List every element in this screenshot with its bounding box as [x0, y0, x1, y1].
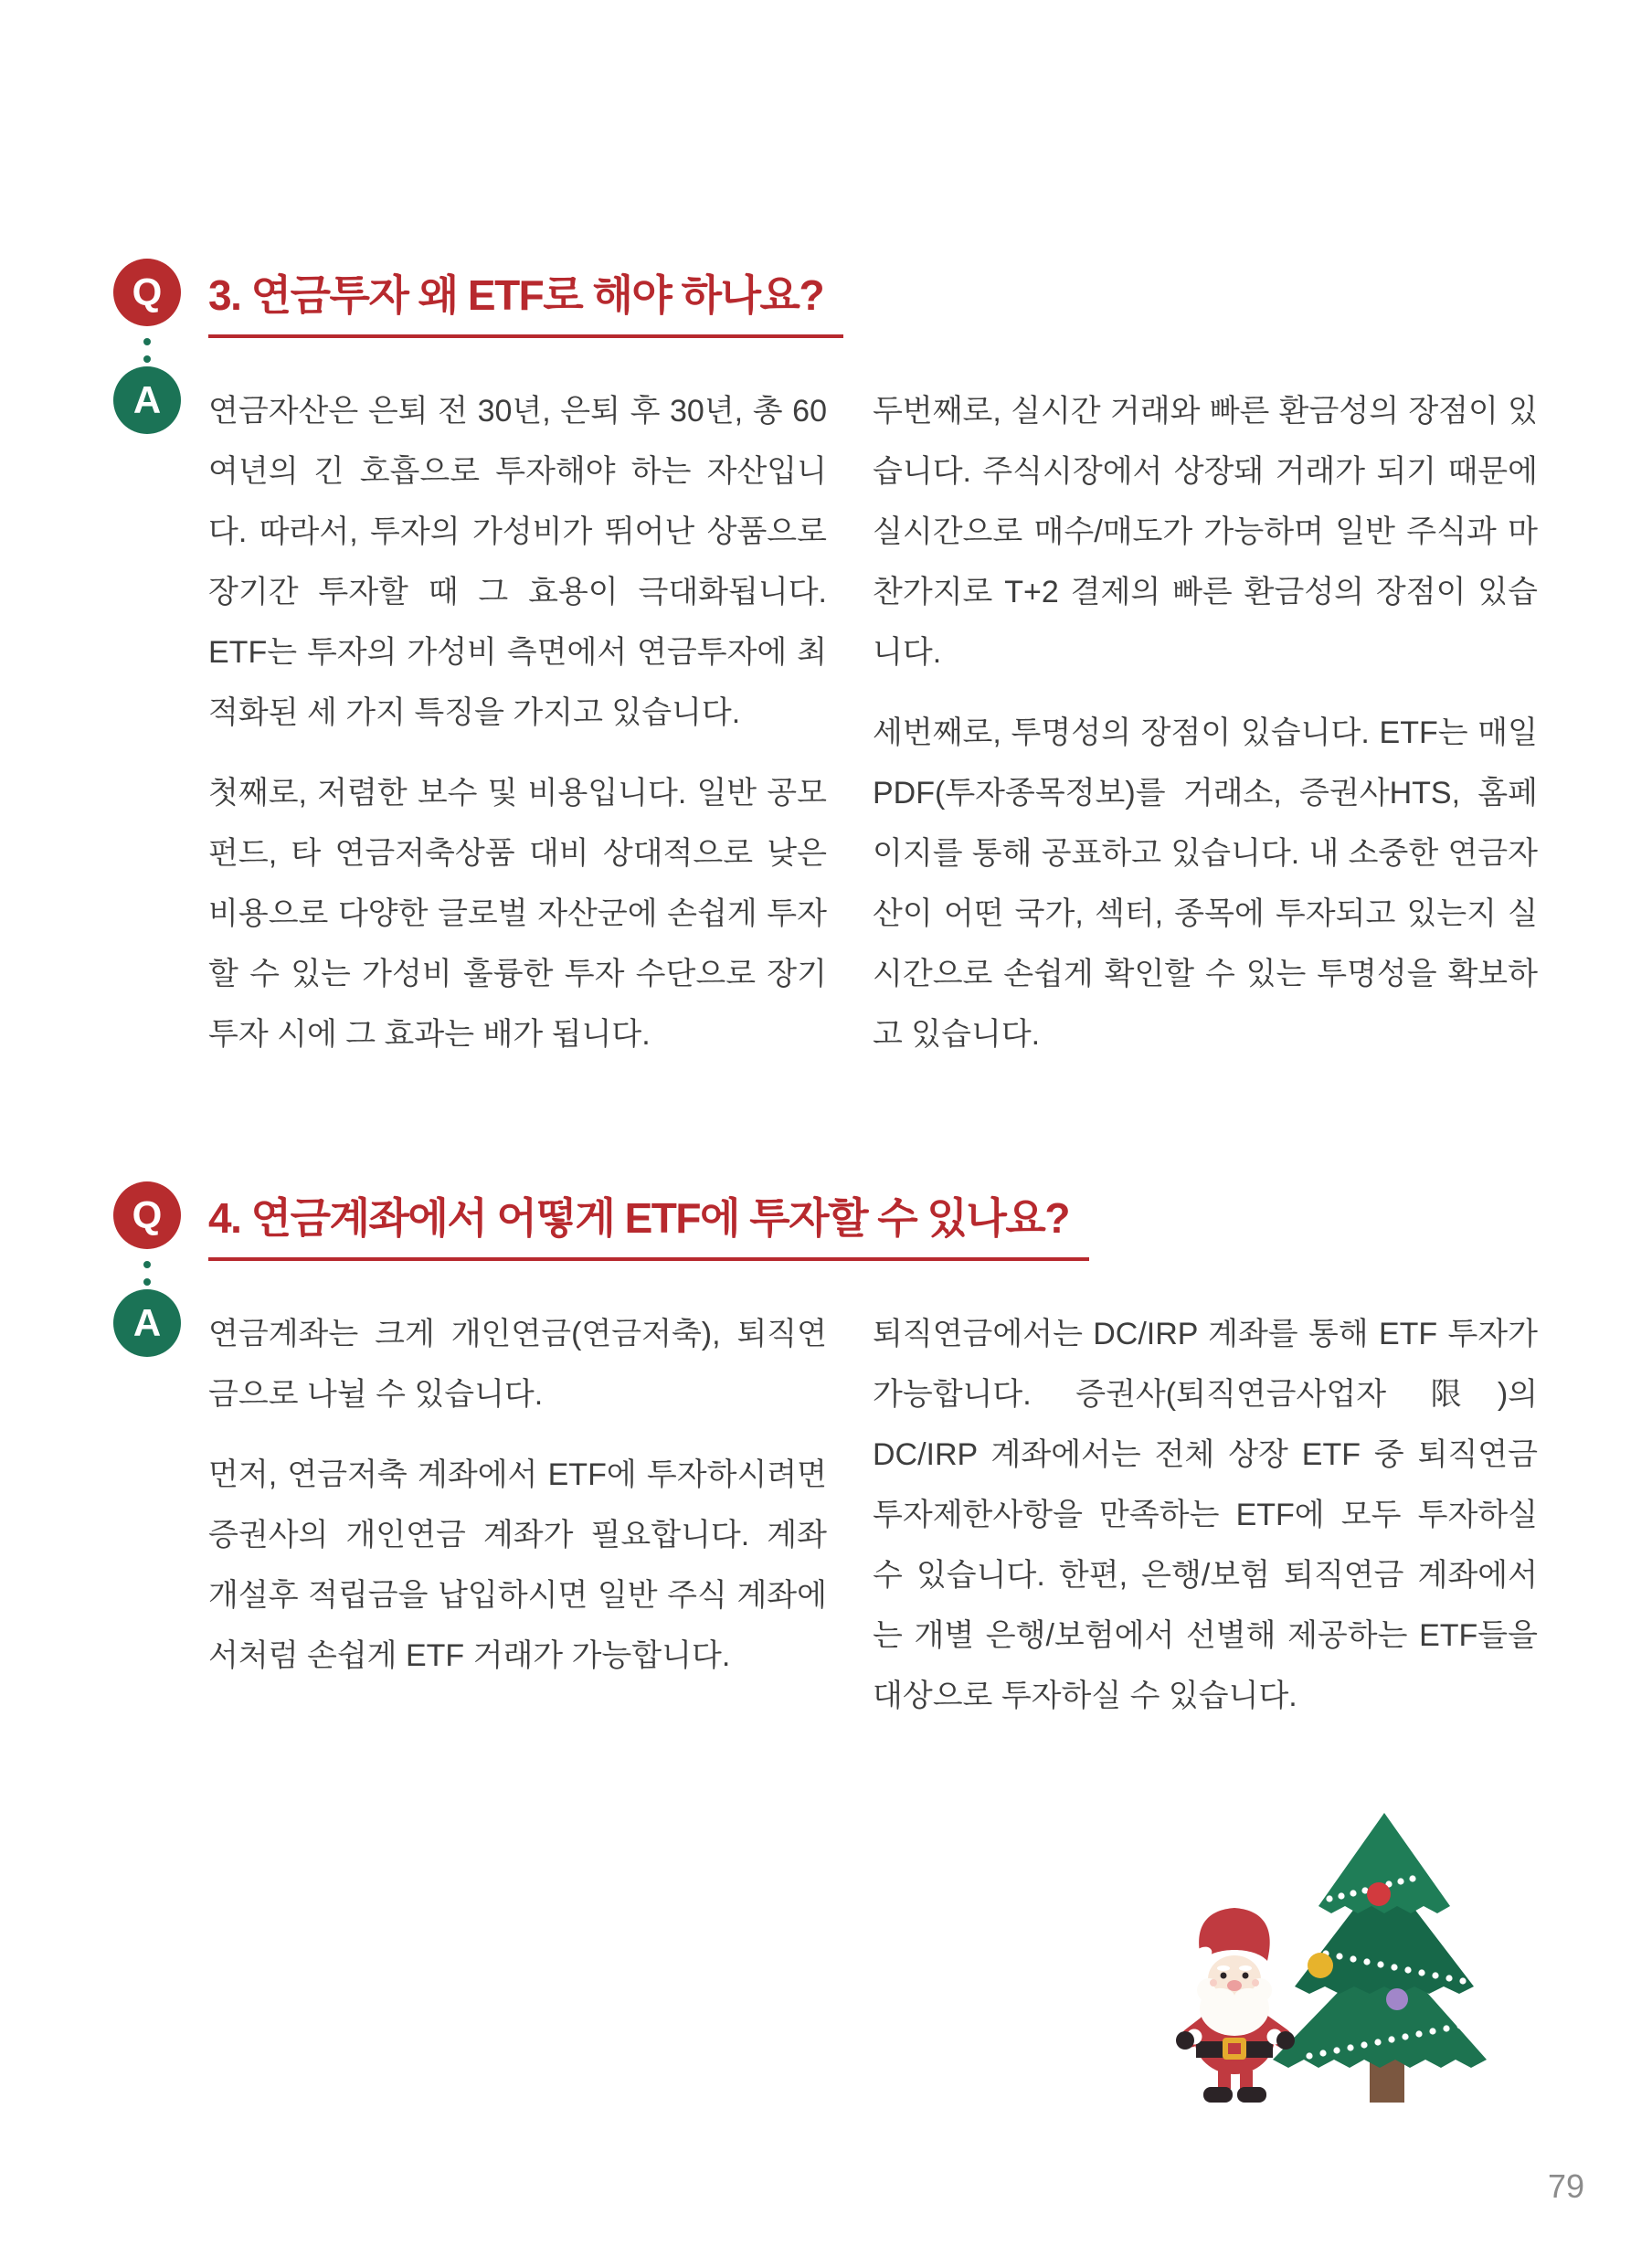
santa-right-mitten	[1276, 2031, 1295, 2050]
answer-column-left	[208, 1304, 827, 1726]
answer-badge: A	[113, 366, 181, 434]
santa-right-boot	[1237, 2087, 1266, 2103]
santa-left-cheek	[1210, 1979, 1217, 1986]
santa-right-cheek	[1252, 1979, 1259, 1986]
answer-column-right	[873, 381, 1538, 1065]
santa-left-mitten	[1176, 2031, 1194, 2050]
question-title: 4. 연금계좌에서 어떻게 ETF에 투자할 수 있나요?	[208, 1185, 1089, 1261]
santa-christmas-tree-svg	[1172, 1807, 1488, 2124]
answer-paragraph: 연금자산은 은퇴 전 30년, 은퇴 후 30년, 총 60여년의 긴 호흡으로 투자해야 하는 자산입니다. 따라서, 투자의 가성비가 뛰어난 상품으로 장기간 투자할 때 그 효용이 극대화됩니다. ETF는 투자의 가성비 측면에서 연금투자에 최적화된 세 가지 특징을 가지고 있습니다.	[208, 394, 827, 730]
answer-badge: A	[113, 1289, 181, 1357]
ornament-purple	[1386, 1988, 1408, 2010]
page-number: 79	[1547, 2167, 1584, 2205]
tree-trunk	[1370, 2059, 1404, 2103]
santa-belt-buckle-inner	[1228, 2043, 1241, 2054]
santa-nose	[1227, 1980, 1242, 1991]
answer-paragraph: 연금계좌는 크게 개인연금(연금저축), 퇴직연금으로 나뉠 수 있습니다.	[208, 1317, 827, 1412]
santa-left-boot	[1203, 2087, 1233, 2103]
question-badge: Q	[113, 259, 181, 326]
answer-column-right	[873, 1304, 1538, 1726]
santa-left-eyebrow	[1217, 1965, 1230, 1971]
santa-right-leg	[1240, 2071, 1253, 2089]
santa-right-eye	[1243, 1973, 1249, 1979]
question-title: 3. 연금투자 왜 ETF로 해야 하나요?	[208, 262, 843, 338]
answer-columns	[208, 1304, 1538, 1726]
answer-columns	[208, 381, 1538, 1065]
answer-column-left	[208, 381, 827, 1065]
santa-left-eye	[1221, 1973, 1227, 1979]
answer-paragraph: 세번째로, 투명성의 장점이 있습니다. ETF는 매일 PDF(투자종목정보)를 거래소, 증권사HTS, 홈페이지를 통해 공표하고 있습니다. 내 소중한 연금자산이 어떤 국가, 섹터, 종목에 투자되고 있는지 실시간으로 손쉽게 확인할 수 있는 투명성을 확보하고 있습니다.	[873, 715, 1538, 1052]
santa-left-leg	[1218, 2071, 1231, 2089]
answer-paragraph: 퇴직연금에서는 DC/IRP 계좌를 통해 ETF 투자가 가능합니다. 증권사(퇴직연금사업자 限)의 DC/IRP 계좌에서는 전체 상장 ETF 중 퇴직연금 투자제한사항을 만족하는 ETF에 모두 투자하실 수 있습니다. 한편, 은행/보험 퇴직연금 계좌에서는 개별 은행/보험에서 선별해 제공하는 ETF들을 대상으로 투자하실 수 있습니다.	[873, 1317, 1538, 1713]
christmas-tree	[1273, 1813, 1487, 2103]
santa-claus	[1176, 1908, 1295, 2103]
ornament-red	[1367, 1882, 1391, 1906]
answer-paragraph: 두번째로, 실시간 거래와 빠른 환금성의 장점이 있습니다. 주식시장에서 상장돼 거래가 되기 때문에 실시간으로 매수/매도가 가능하며 일반 주식과 마찬가지로 T+2 결제의 빠른 환금성의 장점이 있습니다.	[873, 394, 1538, 670]
santa-right-eyebrow	[1239, 1965, 1252, 1971]
question-badge: Q	[113, 1181, 181, 1249]
answer-paragraph: 첫째로, 저렴한 보수 및 비용입니다. 일반 공모펀드, 타 연금저축상품 대비 상대적으로 낮은 비용으로 다양한 글로벌 자산군에 손쉽게 투자할 수 있는 가성비 훌륭한 투자 수단으로 장기투자 시에 그 효과는 배가 됩니다.	[208, 776, 827, 1052]
ornament-yellow	[1308, 1953, 1333, 1978]
answer-paragraph: 먼저, 연금저축 계좌에서 ETF에 투자하시려면 증권사의 개인연금 계좌가 필요합니다. 계좌 개설후 적립금을 납입하시면 일반 주식 계좌에서처럼 손쉽게 ETF 거래가 가능합니다.	[208, 1457, 827, 1673]
santa-christmas-tree-illustration	[1172, 1807, 1488, 2124]
